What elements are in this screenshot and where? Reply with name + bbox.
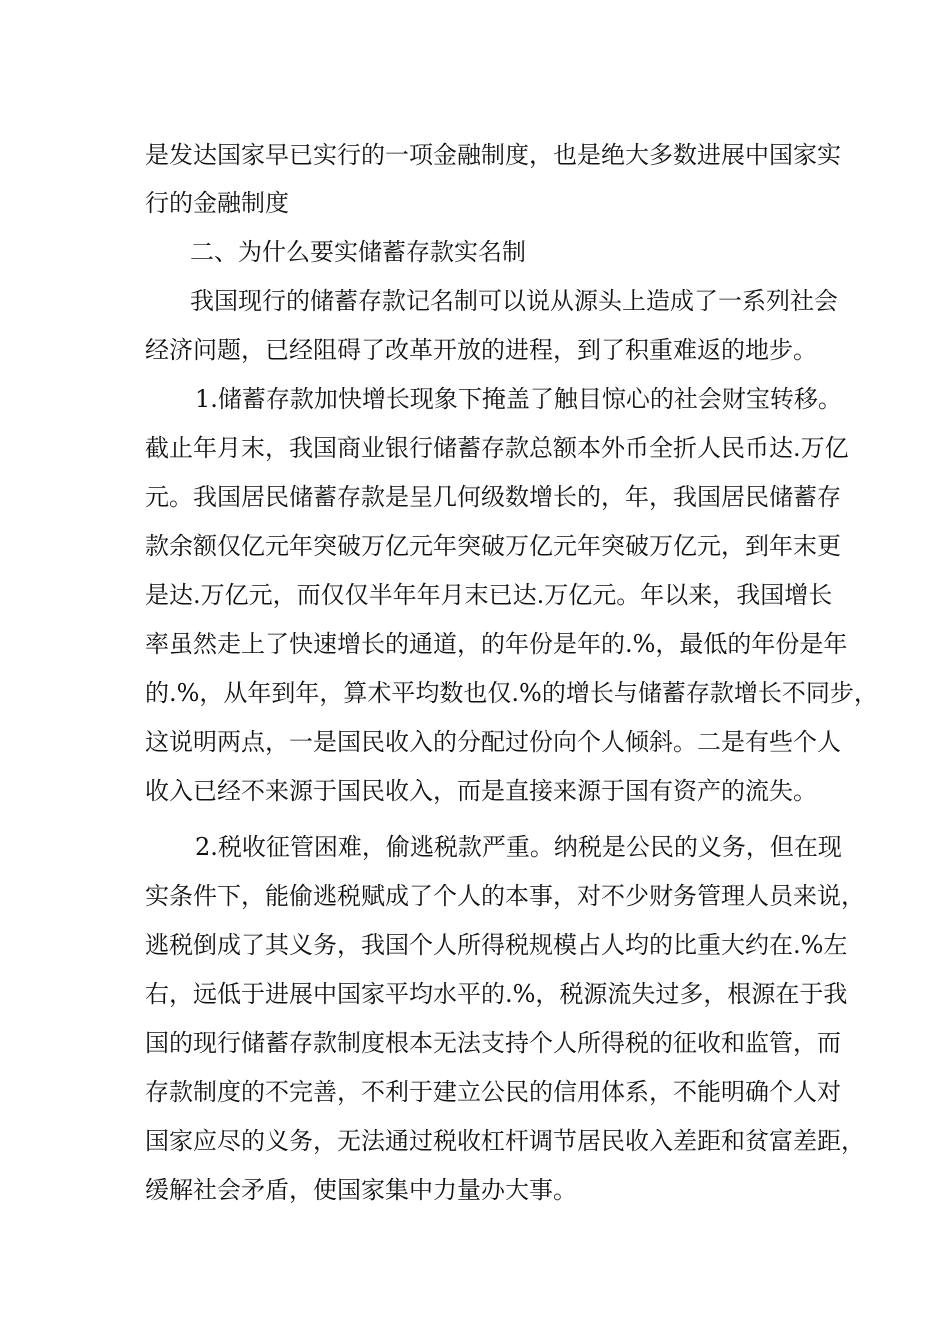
body-text-line: 我国现行的储蓄存款记名制可以说从源头上造成了一系列社会 <box>190 287 838 315</box>
body-text-line: 逃税倒成了其义务，我国个人所得税规模占人均的比重大约在.%左 <box>145 931 848 959</box>
body-text-line: 2.税收征管困难，偷逃税款严重。纳税是公民的义务，但在现 <box>195 833 842 861</box>
body-text-line: 缓解社会矛盾，使国家集中力量办大事。 <box>145 1176 577 1204</box>
body-text-line: 收入已经不来源于国民收入，而是直接来源于国有资产的流失。 <box>145 777 817 805</box>
body-text-line: 是发达国家早已实行的一项金融制度，也是绝大多数进展中国家实 <box>145 141 841 169</box>
body-text-line: 经济问题，已经阻碍了改革开放的进程，到了积重难返的地步。 <box>145 336 817 364</box>
body-text-line: 行的金融制度 <box>145 189 289 217</box>
body-text-line: 右，远低于进展中国家平均水平的.%，税源流失过多，根源在于我 <box>145 980 848 1008</box>
body-text-line: 的.%，从年到年，算术平均数也仅.%的增长与储蓄存款增长不同步， <box>145 679 878 707</box>
body-text-line: 这说明两点，一是国民收入的分配过份向个人倾斜。二是有些个人 <box>145 728 841 756</box>
body-text-line: 国的现行储蓄存款制度根本无法支持个人所得税的征收和监管，而 <box>145 1029 841 1057</box>
section-heading: 二、为什么要实储蓄存款实名制 <box>190 238 526 266</box>
body-text-line: 实条件下，能偷逃税赋成了个人的本事，对不少财务管理人员来说， <box>145 882 865 910</box>
body-text-line: 截止年月末，我国商业银行储蓄存款总额本外币全折人民币达.万亿 <box>145 434 849 462</box>
body-text-line: 国家应尽的义务，无法通过税收杠杆调节居民收入差距和贫富差距， <box>145 1127 865 1155</box>
body-text-line: 存款制度的不完善，不利于建立公民的信用体系，不能明确个人对 <box>145 1078 841 1106</box>
body-text-line: 是达.万亿元，而仅仅半年年月末已达.万亿元。年以来，我国增长 <box>145 581 833 609</box>
body-text-line: 元。我国居民储蓄存款是呈几何级数增长的，年，我国居民储蓄存 <box>145 483 841 511</box>
body-text-line: 款余额仅亿元年突破万亿元年突破万亿元年突破万亿元，到年末更 <box>145 532 841 560</box>
body-text-line: 1.储蓄存款加快增长现象下掩盖了触目惊心的社会财宝转移。 <box>195 385 842 413</box>
body-text-line: 率虽然走上了快速增长的通道，的年份是年的.%，最低的年份是年 <box>145 630 848 658</box>
